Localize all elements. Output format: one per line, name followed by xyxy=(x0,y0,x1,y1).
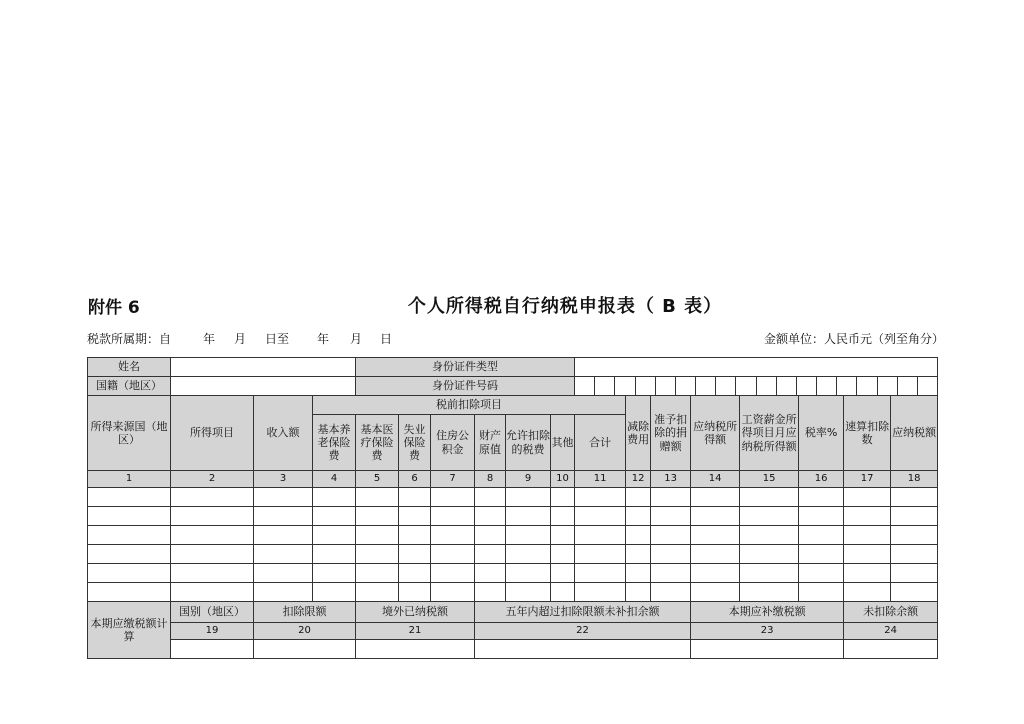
calc-number: 22 xyxy=(475,623,691,640)
data-cell[interactable] xyxy=(88,526,171,545)
col-deduction-expense: 减除费用 xyxy=(626,396,651,471)
amount-unit: 金额单位：人民币元（列至角分） xyxy=(763,332,944,346)
data-cell[interactable] xyxy=(506,545,551,564)
data-cell[interactable] xyxy=(431,545,475,564)
name-field[interactable] xyxy=(171,358,356,377)
data-cell[interactable] xyxy=(475,507,506,526)
col-number: 1 xyxy=(88,471,171,488)
period-month-from: 月 xyxy=(234,332,247,346)
data-cell[interactable] xyxy=(651,488,691,507)
calc-input-remaining-balance[interactable] xyxy=(844,640,938,659)
col-taxable-income: 应纳税所得额 xyxy=(691,396,740,471)
table-row xyxy=(88,545,938,564)
data-cell[interactable] xyxy=(651,526,691,545)
col-income-amount: 收入额 xyxy=(254,396,313,471)
data-cell[interactable] xyxy=(254,526,313,545)
data-cell[interactable] xyxy=(691,488,740,507)
data-cell[interactable] xyxy=(356,488,399,507)
col-unemployment: 失业保险费 xyxy=(399,415,431,471)
data-cell[interactable] xyxy=(431,526,475,545)
col-pretax-deductions: 税前扣除项目 xyxy=(313,396,626,415)
data-cell[interactable] xyxy=(475,488,506,507)
data-cell[interactable] xyxy=(799,545,844,564)
data-cell[interactable] xyxy=(891,526,938,545)
data-cell[interactable] xyxy=(551,545,575,564)
data-cell[interactable] xyxy=(891,488,938,507)
calc-header-tax-due: 本期应补缴税额 xyxy=(691,602,844,623)
data-cell[interactable] xyxy=(356,545,399,564)
calc-header-remaining-balance: 未扣除余额 xyxy=(844,602,938,623)
data-cell[interactable] xyxy=(799,583,844,602)
data-cell[interactable] xyxy=(313,526,356,545)
col-number: 8 xyxy=(475,471,506,488)
period-year-from: 年 xyxy=(203,332,216,346)
data-cell[interactable] xyxy=(740,526,799,545)
data-cell[interactable] xyxy=(313,583,356,602)
col-pension: 基本养老保险费 xyxy=(313,415,356,471)
period-month-to: 月 xyxy=(350,332,363,346)
calc-number: 24 xyxy=(844,623,938,640)
col-number: 6 xyxy=(399,471,431,488)
calc-header-foreign-tax-paid: 境外已纳税额 xyxy=(356,602,475,623)
col-wage-monthly: 工资薪金所得项目月应纳税所得额 xyxy=(740,396,799,471)
col-number: 18 xyxy=(891,471,938,488)
data-cell[interactable] xyxy=(313,507,356,526)
data-cell[interactable] xyxy=(551,583,575,602)
data-cell[interactable] xyxy=(88,564,171,583)
data-cell[interactable] xyxy=(691,507,740,526)
col-medical: 基本医疗保险费 xyxy=(356,415,399,471)
data-cell[interactable] xyxy=(626,526,651,545)
data-cell[interactable] xyxy=(88,507,171,526)
id-type-label: 身份证件类型 xyxy=(356,358,575,377)
data-cell[interactable] xyxy=(844,564,891,583)
data-cell[interactable] xyxy=(171,507,254,526)
data-cell[interactable] xyxy=(475,526,506,545)
table-row xyxy=(88,583,938,602)
col-number: 5 xyxy=(356,471,399,488)
col-quick-deduction: 速算扣除数 xyxy=(844,396,891,471)
data-cell[interactable] xyxy=(626,545,651,564)
data-cell[interactable] xyxy=(475,564,506,583)
form-title: 个人所得税自行纳税申报表（ B 表） xyxy=(407,296,723,317)
data-cell[interactable] xyxy=(626,583,651,602)
data-cell[interactable] xyxy=(740,507,799,526)
data-cell[interactable] xyxy=(551,564,575,583)
data-cell[interactable] xyxy=(626,488,651,507)
data-cell[interactable] xyxy=(399,564,431,583)
data-cell[interactable] xyxy=(575,488,626,507)
data-cell[interactable] xyxy=(171,526,254,545)
data-cell[interactable] xyxy=(891,564,938,583)
data-cell[interactable] xyxy=(651,564,691,583)
calc-input-country[interactable] xyxy=(171,640,254,659)
data-cell[interactable] xyxy=(799,488,844,507)
data-cell[interactable] xyxy=(506,583,551,602)
data-cell[interactable] xyxy=(740,564,799,583)
data-cell[interactable] xyxy=(313,564,356,583)
data-cell[interactable] xyxy=(254,488,313,507)
data-cell[interactable] xyxy=(171,564,254,583)
col-number: 10 xyxy=(551,471,575,488)
col-source-country: 所得来源国（地区） xyxy=(88,396,171,471)
col-subtotal: 合计 xyxy=(575,415,626,471)
data-cell[interactable] xyxy=(356,507,399,526)
data-cell[interactable] xyxy=(399,545,431,564)
data-cell[interactable] xyxy=(740,488,799,507)
country-label: 国籍（地区） xyxy=(88,377,171,396)
data-cell[interactable] xyxy=(844,583,891,602)
id-number-boxes xyxy=(575,377,937,395)
data-cell[interactable] xyxy=(506,564,551,583)
id-number-label: 身份证件号码 xyxy=(356,377,575,396)
col-number: 9 xyxy=(506,471,551,488)
data-cell[interactable] xyxy=(844,488,891,507)
col-tax-payable: 应纳税额 xyxy=(891,396,938,471)
data-cell[interactable] xyxy=(506,507,551,526)
data-cell[interactable] xyxy=(431,488,475,507)
col-number: 13 xyxy=(651,471,691,488)
data-cell[interactable] xyxy=(356,564,399,583)
data-cell[interactable] xyxy=(171,488,254,507)
data-cell[interactable] xyxy=(88,488,171,507)
data-cell[interactable] xyxy=(475,545,506,564)
calc-input-five-year-balance[interactable] xyxy=(475,640,691,659)
data-cell[interactable] xyxy=(313,488,356,507)
calc-number: 21 xyxy=(356,623,475,640)
data-cell[interactable] xyxy=(891,545,938,564)
calc-number: 19 xyxy=(171,623,254,640)
data-cell[interactable] xyxy=(891,507,938,526)
data-cell[interactable] xyxy=(399,488,431,507)
col-number: 4 xyxy=(313,471,356,488)
data-cell[interactable] xyxy=(651,545,691,564)
calc-input-tax-due[interactable] xyxy=(691,640,844,659)
calc-number: 20 xyxy=(254,623,356,640)
data-cell[interactable] xyxy=(799,564,844,583)
col-income-item: 所得项目 xyxy=(171,396,254,471)
data-cell[interactable] xyxy=(254,583,313,602)
data-cell[interactable] xyxy=(691,526,740,545)
data-cell[interactable] xyxy=(431,583,475,602)
data-cell[interactable] xyxy=(691,545,740,564)
data-cell[interactable] xyxy=(506,488,551,507)
data-cell[interactable] xyxy=(626,507,651,526)
col-donation: 准予扣除的捐赠额 xyxy=(651,396,691,471)
data-cell[interactable] xyxy=(626,564,651,583)
col-tax-rate: 税率% xyxy=(799,396,844,471)
col-number: 3 xyxy=(254,471,313,488)
data-cell[interactable] xyxy=(799,507,844,526)
name-label: 姓名 xyxy=(88,358,171,377)
table-row xyxy=(88,526,938,545)
data-cell[interactable] xyxy=(575,526,626,545)
data-cell[interactable] xyxy=(651,507,691,526)
data-cell[interactable] xyxy=(88,583,171,602)
col-allowed-tax: 允许扣除的税费 xyxy=(506,415,551,471)
calc-input-deduction-limit[interactable] xyxy=(254,640,356,659)
column-number-row xyxy=(88,471,938,488)
calc-header-five-year-balance: 五年内超过扣除限额未补扣余额 xyxy=(475,602,691,623)
data-cell[interactable] xyxy=(799,526,844,545)
data-cell[interactable] xyxy=(551,507,575,526)
table-row xyxy=(88,488,938,507)
col-property-value: 财产原值 xyxy=(475,415,506,471)
data-cell[interactable] xyxy=(171,583,254,602)
data-cell[interactable] xyxy=(844,526,891,545)
data-cell[interactable] xyxy=(431,507,475,526)
period-year-to: 年 xyxy=(317,332,330,346)
data-cell[interactable] xyxy=(254,507,313,526)
period-label: 税款所属期：自 xyxy=(87,332,172,346)
col-number: 7 xyxy=(431,471,475,488)
data-cell[interactable] xyxy=(475,583,506,602)
country-field[interactable] xyxy=(171,377,356,396)
col-number: 15 xyxy=(740,471,799,488)
data-cell[interactable] xyxy=(691,564,740,583)
period-day-to: 日至 xyxy=(265,332,290,346)
data-cell[interactable] xyxy=(575,545,626,564)
data-cell[interactable] xyxy=(254,564,313,583)
data-cell[interactable] xyxy=(399,507,431,526)
id-type-field[interactable] xyxy=(575,358,938,377)
data-cell[interactable] xyxy=(399,526,431,545)
data-cell[interactable] xyxy=(575,507,626,526)
data-cell[interactable] xyxy=(399,583,431,602)
calc-header-deduction-limit: 扣除限额 xyxy=(254,602,356,623)
data-cell[interactable] xyxy=(356,583,399,602)
data-cell[interactable] xyxy=(551,488,575,507)
data-cell[interactable] xyxy=(740,583,799,602)
data-cell[interactable] xyxy=(431,564,475,583)
data-cell[interactable] xyxy=(356,526,399,545)
data-cell[interactable] xyxy=(691,583,740,602)
calc-header-country: 国别（地区） xyxy=(171,602,254,623)
data-cell[interactable] xyxy=(254,545,313,564)
col-number: 17 xyxy=(844,471,891,488)
data-cell[interactable] xyxy=(844,545,891,564)
data-cell[interactable] xyxy=(171,545,254,564)
col-number: 11 xyxy=(575,471,626,488)
col-housing-fund: 住房公积金 xyxy=(431,415,475,471)
data-cell[interactable] xyxy=(891,583,938,602)
data-cell[interactable] xyxy=(575,583,626,602)
data-cell[interactable] xyxy=(88,545,171,564)
data-cell[interactable] xyxy=(844,507,891,526)
col-number: 2 xyxy=(171,471,254,488)
table-row xyxy=(88,507,938,526)
col-number: 12 xyxy=(626,471,651,488)
id-number-field[interactable] xyxy=(575,377,938,396)
declaration-table xyxy=(87,357,938,659)
calc-input-foreign-tax-paid[interactable] xyxy=(356,640,475,659)
data-cell[interactable] xyxy=(575,564,626,583)
data-cell[interactable] xyxy=(506,526,551,545)
data-cell[interactable] xyxy=(740,545,799,564)
attachment-label: 附件 6 xyxy=(88,298,140,318)
col-number: 16 xyxy=(799,471,844,488)
col-number: 14 xyxy=(691,471,740,488)
col-other: 其他 xyxy=(551,415,575,471)
period-day-end: 日 xyxy=(380,332,393,346)
data-cell[interactable] xyxy=(551,526,575,545)
calc-label: 本期应缴税额计算 xyxy=(88,602,171,659)
data-cell[interactable] xyxy=(651,583,691,602)
table-row xyxy=(88,564,938,583)
calc-number: 23 xyxy=(691,623,844,640)
data-cell[interactable] xyxy=(313,545,356,564)
